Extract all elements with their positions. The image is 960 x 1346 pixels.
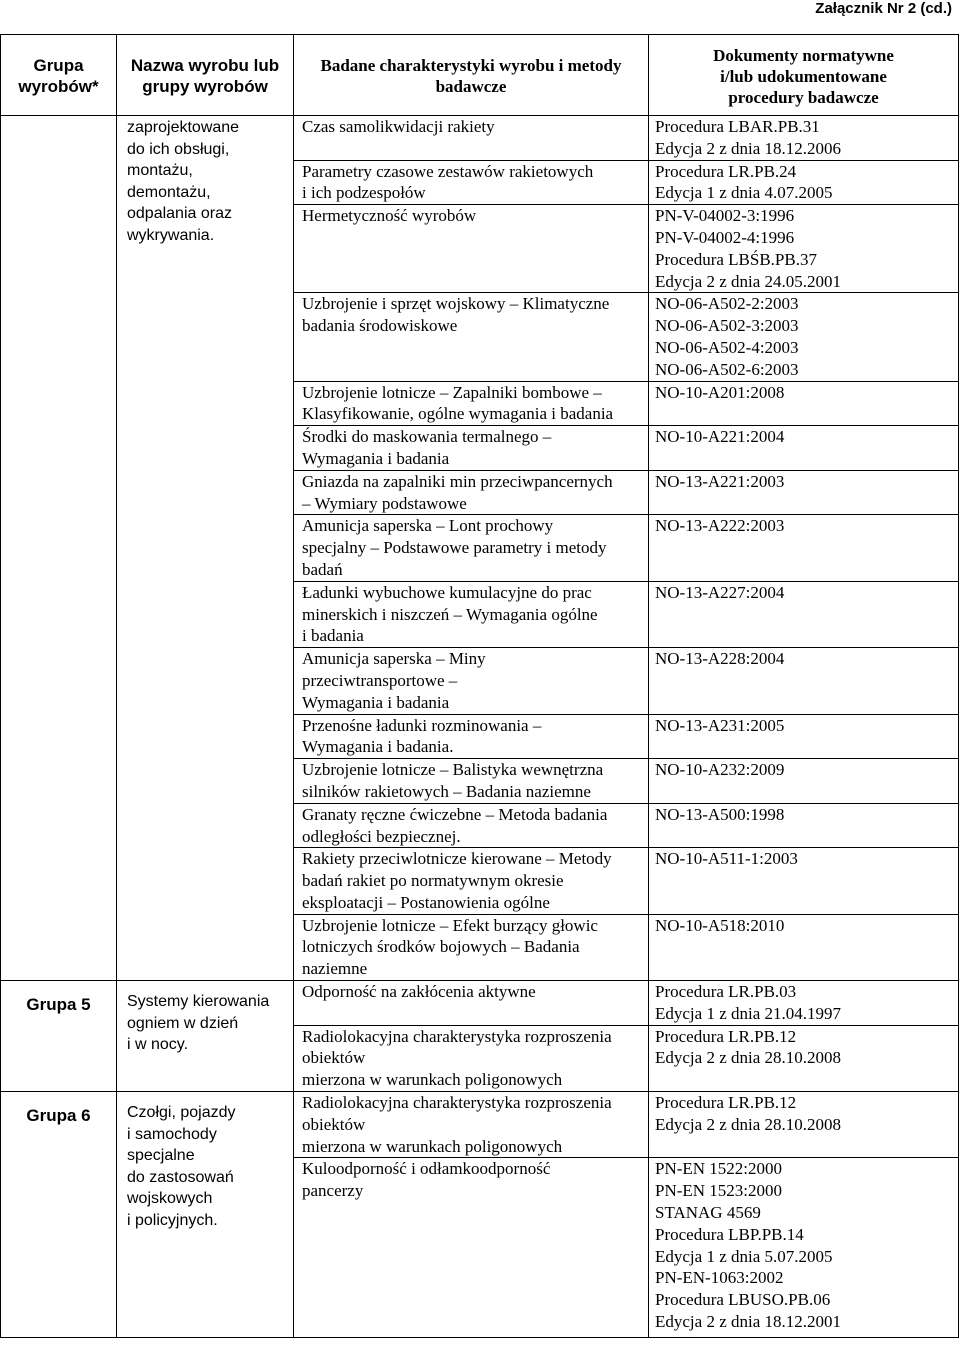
document-reference: Procedura LR.PB.12 <box>655 1093 797 1113</box>
header-name: Nazwa wyrobu lub grupy wyrobów <box>117 35 294 116</box>
document-cell <box>649 803 959 848</box>
document-cell <box>649 648 959 714</box>
product-name-cell: Czołgi, pojazdy i samochody specjalne do zastosowań wojskowych i policyjnych. <box>117 1092 294 1338</box>
characteristic-cell: Rakiety przeciwlotnicze kierowane – Metody badań rakiet po normatywnym okresie eksploatacji – Postanowienia ogólne <box>294 848 649 914</box>
document-reference: NO-10-A221:2004 <box>655 427 785 447</box>
header-group: Grupa wyrobów* <box>1 35 117 116</box>
document-reference: Procedura LR.PB.03 <box>655 982 797 1002</box>
document-reference: Edycja 2 z dnia 24.05.2001 <box>655 271 842 291</box>
document-reference: Edycja 2 z dnia 18.12.2006 <box>655 138 842 158</box>
document-reference: NO-13-A228:2004 <box>655 649 785 669</box>
document-reference: Procedura LBŚB.PB.37 <box>655 249 817 269</box>
document-reference: NO-13-A500:1998 <box>655 804 785 824</box>
header-documents: Dokumenty normatywne i/lub udokumentowane procedury badawcze <box>649 35 959 116</box>
characteristic-cell: Granaty ręczne ćwiczebne – Metoda badania odległości bezpiecznej. <box>294 803 649 848</box>
characteristic-cell: Ładunki wybuchowe kumulacyjne do prac minerskich i niszczeń – Wymagania ogólne i badania <box>294 581 649 647</box>
document-cell <box>649 381 959 426</box>
document-reference: NO-13-A222:2003 <box>655 516 785 536</box>
characteristic-cell: Gniazda na zapalniki min przeciwpancernych – Wymiary podstawowe <box>294 470 649 515</box>
group-cell: Grupa 5 <box>1 981 117 1092</box>
document-reference: NO-13-A231:2005 <box>655 715 785 735</box>
document-cell <box>649 714 959 759</box>
document-cell <box>649 1092 959 1158</box>
document-reference: STANAG 4569 <box>655 1203 761 1223</box>
document-reference: Procedura LBAR.PB.31 <box>655 117 820 136</box>
document-reference: Edycja 2 z dnia 28.10.2008 <box>655 1048 842 1068</box>
table-row <box>1 981 959 1026</box>
product-name-cell: zaprojektowane do ich obsługi, montażu, demontażu, odpalania oraz wykrywania. <box>117 116 294 981</box>
attachment-label: Załącznik Nr 2 (cd.) <box>815 0 952 17</box>
table-row <box>1 116 959 161</box>
document-reference: Edycja 2 z dnia 18.12.2001 <box>655 1312 842 1332</box>
document-reference: NO-10-A232:2009 <box>655 760 785 780</box>
characteristic-cell: Radiolokacyjna charakterystyka rozproszenia obiektów mierzona w warunkach poligonowych <box>294 1025 649 1091</box>
document-cell <box>649 1025 959 1091</box>
document-reference: NO-13-A227:2004 <box>655 582 785 602</box>
characteristic-cell: Uzbrojenie lotnicze – Zapalniki bombowe – Klasyfikowanie, ogólne wymagania i badania <box>294 381 649 426</box>
document-cell <box>649 914 959 980</box>
characteristic-cell: Parametry czasowe zestawów rakietowych i ich podzespołów <box>294 160 649 205</box>
document-reference: Procedura LR.PB.12 <box>655 1026 797 1046</box>
document-reference: NO-06-A502-3:2003 <box>655 316 799 336</box>
document-cell <box>649 426 959 471</box>
document-reference: PN-V-04002-4:1996 <box>655 227 795 247</box>
header-characteristics: Badane charakterystyki wyrobu i metody badawcze <box>294 35 649 116</box>
document-reference: NO-10-A201:2008 <box>655 382 785 402</box>
document-reference: PN-EN 1522:2000 <box>655 1159 783 1179</box>
product-name-cell: Systemy kierowania ogniem w dzień i w nocy. <box>117 981 294 1092</box>
characteristic-cell: Odporność na zakłócenia aktywne <box>294 981 649 1026</box>
document-reference: NO-06-A502-6:2003 <box>655 359 799 379</box>
table-header <box>1 35 959 116</box>
document-reference: Procedura LBUSO.PB.06 <box>655 1290 831 1310</box>
group-cell: Grupa 6 <box>1 1092 117 1338</box>
characteristic-cell: Hermetyczność wyrobów <box>294 205 649 293</box>
document-reference: PN-EN-1063:2002 <box>655 1268 784 1288</box>
document-reference: Procedura LR.PB.24 <box>655 161 797 181</box>
document-cell <box>649 1158 959 1338</box>
document-reference: NO-10-A518:2010 <box>655 915 785 935</box>
document-reference: Edycja 1 z dnia 5.07.2005 <box>655 1246 833 1266</box>
document-reference: PN-EN 1523:2000 <box>655 1181 783 1201</box>
characteristic-cell: Radiolokacyjna charakterystyka rozproszenia obiektów mierzona w warunkach poligonowych <box>294 1092 649 1158</box>
document-reference: Procedura LBP.PB.14 <box>655 1224 804 1244</box>
characteristic-cell: Kuloodporność i odłamkoodporność pancerzy <box>294 1158 649 1338</box>
document-reference: NO-06-A502-2:2003 <box>655 294 799 314</box>
table-body <box>1 116 959 1338</box>
document-reference: NO-10-A511-1:2003 <box>655 849 798 869</box>
document-reference: NO-13-A221:2003 <box>655 471 785 491</box>
table-row <box>1 1092 959 1158</box>
document-cell <box>649 470 959 515</box>
document-cell <box>649 160 959 205</box>
characteristic-cell: Uzbrojenie lotnicze – Balistyka wewnętrzna silników rakietowych – Badania naziemne <box>294 759 649 804</box>
characteristic-cell: Czas samolikwidacji rakiety <box>294 116 649 161</box>
document-reference: NO-06-A502-4:2003 <box>655 337 799 357</box>
document-cell <box>649 981 959 1026</box>
characteristic-cell: Amunicja saperska – Miny przeciwtransportowe – Wymagania i badania <box>294 648 649 714</box>
group-cell <box>1 116 117 981</box>
document-cell <box>649 581 959 647</box>
document-cell <box>649 848 959 914</box>
document-cell <box>649 515 959 581</box>
document-reference: PN-V-04002-3:1996 <box>655 206 795 226</box>
characteristic-cell: Środki do maskowania termalnego – Wymagania i badania <box>294 426 649 471</box>
characteristic-cell: Uzbrojenie i sprzęt wojskowy – Klimatyczne badania środowiskowe <box>294 293 649 381</box>
test-methods-table <box>0 34 959 1338</box>
document-cell <box>649 293 959 381</box>
document-reference: Edycja 2 z dnia 28.10.2008 <box>655 1114 842 1134</box>
document-reference: Edycja 1 z dnia 4.07.2005 <box>655 183 833 203</box>
characteristic-cell: Przenośne ładunki rozminowania – Wymagania i badania. <box>294 714 649 759</box>
document-cell <box>649 759 959 804</box>
document-reference: Edycja 1 z dnia 21.04.1997 <box>655 1003 842 1023</box>
document-cell <box>649 205 959 293</box>
document-cell <box>649 116 959 161</box>
characteristic-cell: Uzbrojenie lotnicze – Efekt burzący głowic lotniczych środków bojowych – Badania naziemne <box>294 914 649 980</box>
characteristic-cell: Amunicja saperska – Lont prochowy specjalny – Podstawowe parametry i metody badań <box>294 515 649 581</box>
